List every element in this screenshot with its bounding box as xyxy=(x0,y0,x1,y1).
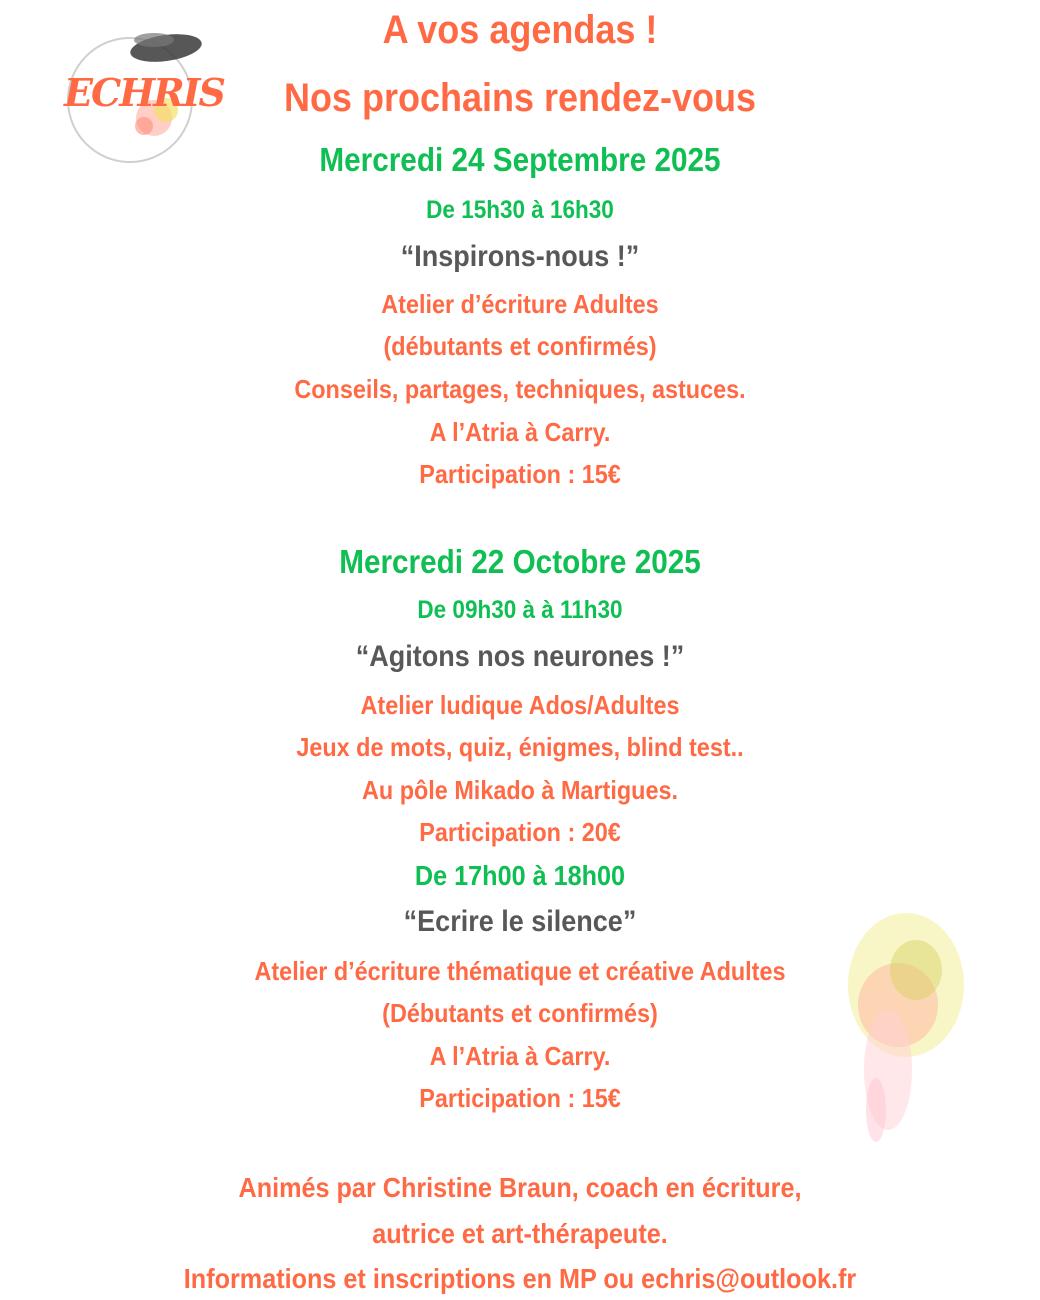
event2-session2-description-2: (Débutants et confirmés) xyxy=(382,998,658,1028)
header-line-2: Nos prochains rendez-vous xyxy=(283,76,757,120)
event2-session2-time: De 17h00 à 18h00 xyxy=(414,860,626,891)
event2-session2-price: Participation : 15€ xyxy=(419,1083,621,1113)
logo-text: ECHRIS xyxy=(64,70,224,115)
header-line-1: A vos agendas ! xyxy=(382,8,658,52)
event2-session2-description-1: Atelier d’écriture thématique et créative Adultes xyxy=(254,956,786,986)
event2-session1-description-2: Jeux de mots, quiz, énigmes, blind test.. xyxy=(296,732,744,762)
event1-description-1: Atelier d’écriture Adultes xyxy=(381,289,659,319)
event1-date: Mercredi 24 Septembre 2025 xyxy=(319,141,721,178)
event2-session1-description-1: Atelier ludique Ados/Adultes xyxy=(360,690,680,720)
event1-description-3: Conseils, partages, techniques, astuces. xyxy=(294,374,746,404)
event2-date: Mercredi 22 Octobre 2025 xyxy=(339,543,701,580)
event1-title: “Inspirons-nous !” xyxy=(400,240,640,273)
event1-price: Participation : 15€ xyxy=(419,459,621,489)
event2-session2-place: A l’Atria à Carry. xyxy=(429,1041,611,1071)
footer-contact: Informations et inscriptions en MP ou echris@outlook.fr xyxy=(183,1263,857,1294)
footer-role: autrice et art-thérapeute. xyxy=(372,1218,668,1249)
event1-time: De 15h30 à 16h30 xyxy=(426,196,614,224)
event2-session2-title: “Ecrire le silence” xyxy=(403,905,637,938)
footer-organizer: Animés par Christine Braun, coach en écriture, xyxy=(238,1172,802,1203)
event2-session1-place: Au pôle Mikado à Martigues. xyxy=(362,775,678,805)
event1-place: A l’Atria à Carry. xyxy=(429,417,611,447)
event2-session1-price: Participation : 20€ xyxy=(419,817,621,847)
event1-description-2: (débutants et confirmés) xyxy=(383,331,657,361)
event2-session1-title: “Agitons nos neurones !” xyxy=(355,640,685,673)
event2-session1-time: De 09h30 à à 11h30 xyxy=(417,596,623,624)
